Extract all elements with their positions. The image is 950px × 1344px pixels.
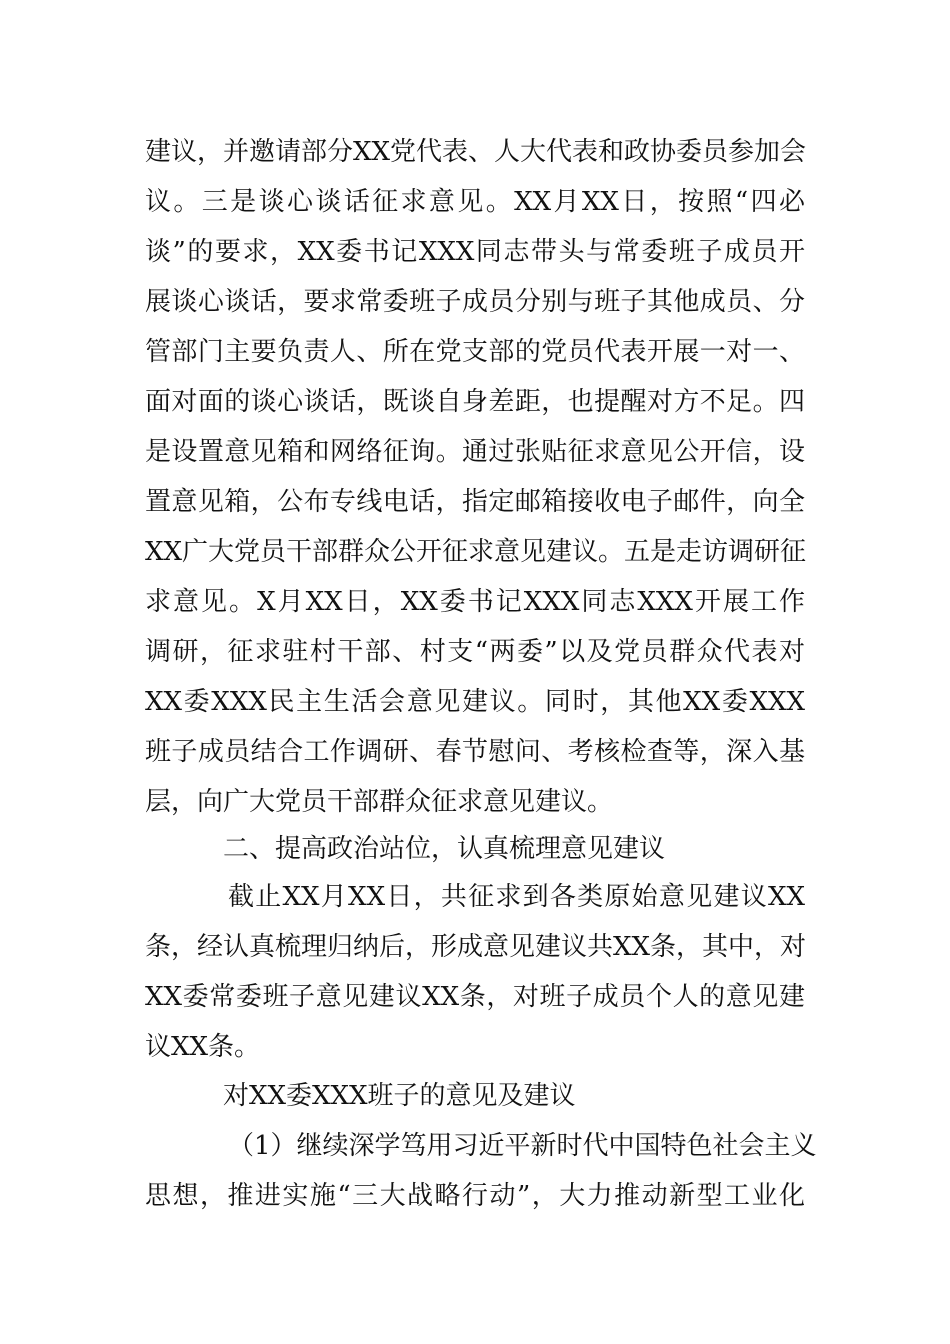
paragraph-line: 调研，征求驻村干部、村支“两委”以及党员群众代表对 xyxy=(145,637,805,667)
paragraph-line: 面对面的谈心谈话，既谈自身差距，也提醒对方不足。四 xyxy=(145,387,805,417)
section-heading: 二、提高政治站位，认真梳理意见建议 xyxy=(223,834,666,864)
paragraph-line: XX委XXX民主生活会意见建议。同时，其他XX委XXX xyxy=(145,687,805,717)
paragraph-line: 置意见箱，公布专线电话，指定邮箱接收电子邮件，向全 xyxy=(145,487,805,517)
paragraph-line: 层，向广大党员干部群众征求意见建议。 xyxy=(145,787,614,817)
paragraph-line: 是设置意见箱和网络征询。通过张贴征求意见公开信，设 xyxy=(145,437,805,467)
paragraph-line: XX委常委班子意见建议XX条，对班子成员个人的意见建 xyxy=(145,982,805,1012)
paragraph-line: 班子成员结合工作调研、春节慰问、考核检查等，深入基 xyxy=(145,737,805,767)
paragraph-line: 展谈心谈话，要求常委班子成员分别与班子其他成员、分 xyxy=(145,287,805,317)
paragraph-line: 谈”的要求，XX委书记XXX同志带头与常委班子成员开 xyxy=(145,237,805,267)
paragraph-line: 条，经认真梳理归纳后，形成意见建议共XX条，其中，对 xyxy=(145,932,807,962)
list-item-line: （1）继续深学笃用习近平新时代中国特色社会主义 xyxy=(228,1131,817,1161)
paragraph-line: 求意见。X月XX日，XX委书记XXX同志XXX开展工作 xyxy=(145,587,805,617)
subheading: 对XX委XXX班子的意见及建议 xyxy=(223,1081,576,1111)
paragraph-line: 议。三是谈心谈话征求意见。XX月XX日，按照“四必 xyxy=(145,187,805,217)
paragraph-line: 议XX条。 xyxy=(145,1032,261,1062)
paragraph-line: 截止XX月XX日，共征求到各类原始意见建议XX xyxy=(228,882,805,912)
list-item-line: 思想，推进实施“三大战略行动”，大力推动新型工业化 xyxy=(145,1181,805,1211)
paragraph-line: XX广大党员干部群众公开征求意见建议。五是走访调研征 xyxy=(145,537,807,567)
paragraph-line: 建议，并邀请部分XX党代表、人大代表和政协委员参加会 xyxy=(145,137,807,167)
paragraph-line: 管部门主要负责人、所在党支部的党员代表开展一对一、 xyxy=(145,337,805,367)
